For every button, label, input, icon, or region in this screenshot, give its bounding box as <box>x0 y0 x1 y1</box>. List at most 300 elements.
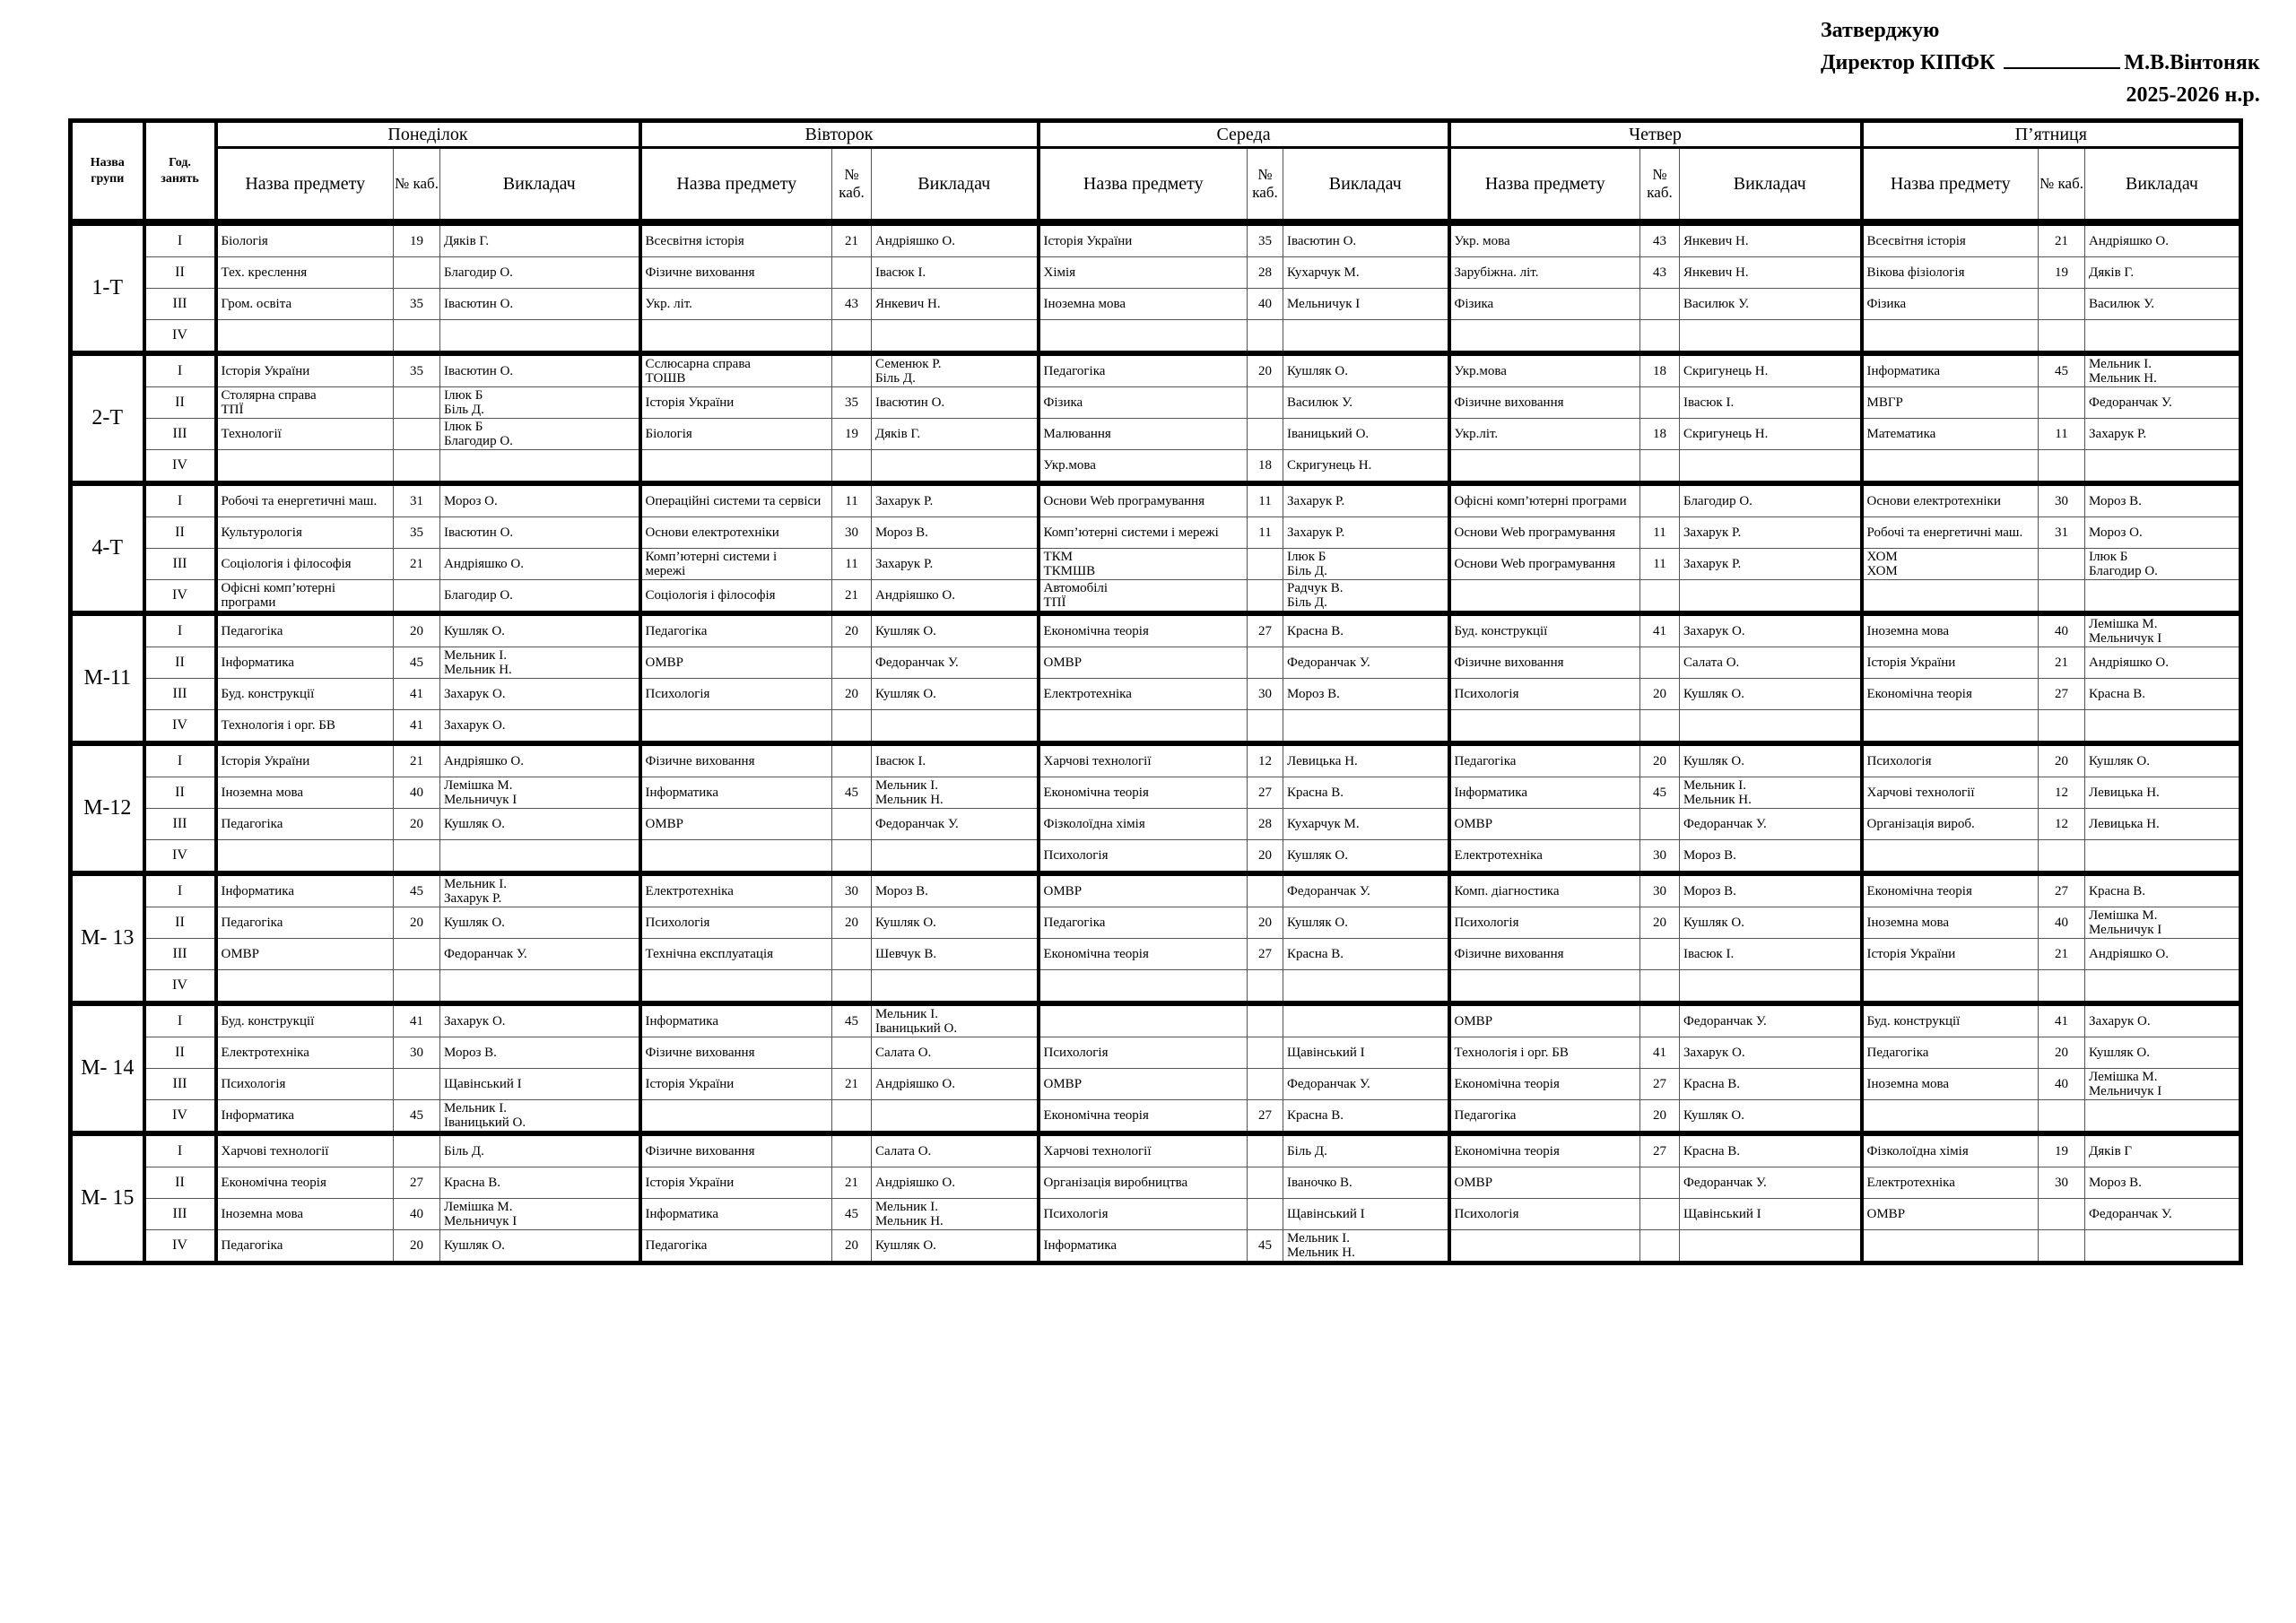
room-cell: 20 <box>1640 907 1680 939</box>
subject-cell <box>640 1100 832 1134</box>
subject-cell <box>1862 320 2039 354</box>
teacher-cell: Андріяшко О. <box>2085 939 2241 970</box>
room-cell: 43 <box>1640 222 1680 257</box>
subject-cell: Електротехніка <box>216 1037 394 1069</box>
teacher-cell: Мороз В. <box>1680 840 1862 874</box>
room-cell <box>2039 1100 2085 1134</box>
room-cell <box>394 580 440 614</box>
teacher-cell: Мороз О. <box>2085 517 2241 549</box>
teacher-cell: Кушляк О. <box>872 1230 1039 1263</box>
subject-cell: Всесвітня історія <box>640 222 832 257</box>
teacher-cell: Захарук О. <box>440 679 640 710</box>
teacher-cell: Красна В. <box>1680 1133 1862 1167</box>
subject-cell <box>1449 1230 1640 1263</box>
teacher-cell: Кухарчук М. <box>1283 257 1449 289</box>
teacher-cell: Кушляк О. <box>440 809 640 840</box>
teacher-cell: Ілюк Б Благодир О. <box>440 419 640 450</box>
room-column-header: № каб. <box>1640 148 1680 223</box>
teacher-cell <box>440 320 640 354</box>
room-cell: 21 <box>832 1069 872 1100</box>
period-number: I <box>144 222 216 257</box>
subject-cell: ОМВР <box>1449 1167 1640 1199</box>
room-cell <box>394 450 440 484</box>
room-cell: 12 <box>2039 777 2085 809</box>
subject-cell: Економічна теорія <box>1862 679 2039 710</box>
room-cell <box>1248 1167 1283 1199</box>
period-number: II <box>144 517 216 549</box>
day-header: Четвер <box>1449 121 1862 148</box>
subject-cell: Педагогіка <box>1039 907 1248 939</box>
subject-cell: Технологія і орг. БВ <box>1449 1037 1640 1069</box>
teacher-cell: Мороз В. <box>1283 679 1449 710</box>
subject-cell: Харчові технології <box>1039 743 1248 777</box>
teacher-cell: Лемішка М. Мельничук І <box>2085 613 2241 647</box>
teacher-cell: Семенюк Р. Біль Д. <box>872 353 1039 387</box>
teacher-cell: Кушляк О. <box>440 613 640 647</box>
room-cell: 19 <box>394 222 440 257</box>
subject-cell: Фізичне виховання <box>1449 939 1640 970</box>
subject-cell: Основи електротехніки <box>1862 483 2039 517</box>
teacher-cell: Федоранчак У. <box>1283 873 1449 907</box>
teacher-cell <box>2085 840 2241 874</box>
teacher-cell: Федоранчак У. <box>872 647 1039 679</box>
teacher-cell <box>1283 1003 1449 1037</box>
teacher-cell: Красна В. <box>1283 1100 1449 1134</box>
subject-cell: ОМВР <box>1449 809 1640 840</box>
teacher-cell <box>1680 450 1862 484</box>
room-cell: 20 <box>394 907 440 939</box>
room-cell <box>832 809 872 840</box>
subject-cell: Технологія і орг. БВ <box>216 710 394 744</box>
period-row <box>71 1069 2241 1100</box>
teacher-cell: Салата О. <box>872 1133 1039 1167</box>
hour-column-header: Год. занять <box>144 121 216 223</box>
teacher-cell: Біль Д. <box>1283 1133 1449 1167</box>
period-number: III <box>144 1069 216 1100</box>
room-cell: 30 <box>1640 873 1680 907</box>
teacher-cell: Красна В. <box>2085 679 2241 710</box>
subject-cell: Харчові технології <box>1039 1133 1248 1167</box>
teacher-cell: Левицька Н. <box>2085 809 2241 840</box>
teacher-cell: Кушляк О. <box>440 1230 640 1263</box>
period-row <box>71 1230 2241 1263</box>
teacher-cell: Мороз О. <box>440 483 640 517</box>
teacher-cell <box>2085 580 2241 614</box>
room-cell: 11 <box>832 483 872 517</box>
period-number: IV <box>144 710 216 744</box>
teacher-cell: Андріяшко О. <box>872 1167 1039 1199</box>
subject-cell: ОМВР <box>216 939 394 970</box>
subject-cell <box>216 840 394 874</box>
room-cell <box>1248 419 1283 450</box>
room-cell <box>394 970 440 1004</box>
period-row <box>71 353 2241 387</box>
room-cell: 21 <box>2039 939 2085 970</box>
subject-cell: Робочі та енергетичні маш. <box>216 483 394 517</box>
room-cell <box>1640 1230 1680 1263</box>
teacher-cell: Янкевич Н. <box>1680 222 1862 257</box>
teacher-cell <box>872 450 1039 484</box>
subject-cell: ОМВР <box>1449 1003 1640 1037</box>
subject-cell <box>640 320 832 354</box>
teacher-cell: Івасютин О. <box>440 517 640 549</box>
subject-cell: Комп’ютерні системи і мережі <box>640 549 832 580</box>
room-cell: 27 <box>1640 1069 1680 1100</box>
teacher-cell: Ілюк Б Біль Д. <box>1283 549 1449 580</box>
subject-cell: Економічна теорія <box>1039 1100 1248 1134</box>
subject-cell: Фізика <box>1862 289 2039 320</box>
subject-cell: Психологія <box>640 907 832 939</box>
subject-cell <box>1862 580 2039 614</box>
subject-cell: Психологія <box>1039 1037 1248 1069</box>
subject-cell: Основи Web програмування <box>1449 549 1640 580</box>
teacher-cell <box>872 840 1039 874</box>
room-cell <box>1248 1037 1283 1069</box>
subject-cell: Соціологія і філософія <box>640 580 832 614</box>
subject-cell: Столярна справа ТПЇ <box>216 387 394 419</box>
room-cell <box>394 840 440 874</box>
subject-cell <box>1039 710 1248 744</box>
room-cell <box>1248 549 1283 580</box>
subject-cell: Іноземна мова <box>1862 613 2039 647</box>
room-cell: 19 <box>2039 257 2085 289</box>
room-cell: 20 <box>832 613 872 647</box>
room-cell: 40 <box>2039 613 2085 647</box>
room-cell <box>1640 939 1680 970</box>
subject-cell: Педагогіка <box>216 907 394 939</box>
teacher-cell: Захарук О. <box>1680 1037 1862 1069</box>
room-cell <box>832 353 872 387</box>
room-cell: 41 <box>1640 613 1680 647</box>
subject-column-header: Назва предмету <box>1039 148 1248 223</box>
teacher-cell: Мороз В. <box>1680 873 1862 907</box>
period-row <box>71 450 2241 484</box>
room-cell <box>1248 320 1283 354</box>
room-cell <box>832 743 872 777</box>
room-cell: 41 <box>1640 1037 1680 1069</box>
subject-cell: Електротехніка <box>1449 840 1640 874</box>
day-header: Середа <box>1039 121 1449 148</box>
room-cell: 21 <box>832 580 872 614</box>
period-number: I <box>144 743 216 777</box>
subject-cell: Економічна теорія <box>1449 1133 1640 1167</box>
subject-cell: Педагогіка <box>216 1230 394 1263</box>
teacher-cell: Красна В. <box>2085 873 2241 907</box>
room-cell <box>832 710 872 744</box>
day-header: Понеділок <box>216 121 640 148</box>
teacher-cell: Щавінський І <box>1680 1199 1862 1230</box>
room-cell <box>832 647 872 679</box>
teacher-cell: Федоранчак У. <box>1680 1167 1862 1199</box>
teacher-cell: Василюк У. <box>1680 289 1862 320</box>
room-cell: 21 <box>832 222 872 257</box>
room-cell <box>832 1037 872 1069</box>
room-cell: 20 <box>1640 1100 1680 1134</box>
subject-cell <box>640 710 832 744</box>
subject-cell: Психологія <box>216 1069 394 1100</box>
room-cell: 30 <box>832 517 872 549</box>
teacher-cell: Івасютин О. <box>1283 222 1449 257</box>
subject-cell: Буд. конструкції <box>216 679 394 710</box>
subject-cell <box>1449 710 1640 744</box>
teacher-cell: Мельничук І <box>1283 289 1449 320</box>
teacher-cell: Кушляк О. <box>1283 907 1449 939</box>
room-cell: 21 <box>2039 222 2085 257</box>
teacher-cell <box>440 450 640 484</box>
period-number: I <box>144 613 216 647</box>
room-cell: 27 <box>2039 873 2085 907</box>
period-number: IV <box>144 580 216 614</box>
subject-cell: Інформатика <box>640 777 832 809</box>
signature-blank <box>2004 49 2120 69</box>
room-cell: 20 <box>1640 679 1680 710</box>
room-cell: 20 <box>1248 907 1283 939</box>
period-number: IV <box>144 450 216 484</box>
teacher-cell: Мельник І. Іваницький О. <box>872 1003 1039 1037</box>
subject-cell: Організація виробництва <box>1039 1167 1248 1199</box>
subject-cell: Фізичне виховання <box>640 743 832 777</box>
teacher-column-header: Викладач <box>2085 148 2241 223</box>
teacher-cell: Благодир О. <box>440 257 640 289</box>
teacher-cell: Радчук В. Біль Д. <box>1283 580 1449 614</box>
room-cell: 35 <box>1248 222 1283 257</box>
teacher-cell: Кушляк О. <box>872 679 1039 710</box>
room-cell: 20 <box>1248 353 1283 387</box>
group-name: М-12 <box>71 743 144 873</box>
teacher-cell: Дяків Г. <box>440 222 640 257</box>
period-number: III <box>144 549 216 580</box>
room-cell <box>2039 450 2085 484</box>
teacher-cell: Благодир О. <box>1680 483 1862 517</box>
room-cell: 20 <box>2039 1037 2085 1069</box>
group-name: М- 14 <box>71 1003 144 1133</box>
teacher-cell: Мороз В. <box>440 1037 640 1069</box>
subject-cell: Педагогіка <box>1862 1037 2039 1069</box>
subject-column-header: Назва предмету <box>216 148 394 223</box>
teacher-cell: Кушляк О. <box>872 613 1039 647</box>
teacher-cell: Андріяшко О. <box>872 580 1039 614</box>
teacher-cell: Василюк У. <box>1283 387 1449 419</box>
period-number: II <box>144 387 216 419</box>
teacher-cell: Кушляк О. <box>1680 679 1862 710</box>
room-cell <box>1640 450 1680 484</box>
room-cell: 27 <box>1640 1133 1680 1167</box>
teacher-cell: Захарук Р. <box>1283 517 1449 549</box>
room-column-header: № каб. <box>2039 148 2085 223</box>
teacher-cell: Іваночко В. <box>1283 1167 1449 1199</box>
teacher-cell: Щавінський І <box>1283 1199 1449 1230</box>
subject-cell <box>1862 1100 2039 1134</box>
period-number: II <box>144 257 216 289</box>
room-cell <box>1640 580 1680 614</box>
group-column-header: Назва групи <box>71 121 144 223</box>
subject-cell: Культурологія <box>216 517 394 549</box>
room-cell: 45 <box>394 1100 440 1134</box>
teacher-cell: Захарук О. <box>440 710 640 744</box>
teacher-cell <box>1680 710 1862 744</box>
teacher-cell: Івасюк І. <box>1680 939 1862 970</box>
period-row <box>71 1167 2241 1199</box>
teacher-cell: Мельник І. Мельник Н. <box>872 777 1039 809</box>
room-cell <box>2039 1230 2085 1263</box>
teacher-cell: Федоранчак У. <box>2085 1199 2241 1230</box>
subject-cell <box>1862 710 2039 744</box>
teacher-cell: Кухарчук М. <box>1283 809 1449 840</box>
subject-cell: ОМВР <box>640 647 832 679</box>
room-cell: 30 <box>2039 1167 2085 1199</box>
period-number: I <box>144 873 216 907</box>
subject-cell: Фізичне виховання <box>640 1133 832 1167</box>
room-cell: 20 <box>394 1230 440 1263</box>
room-cell <box>1640 1167 1680 1199</box>
period-number: IV <box>144 970 216 1004</box>
teacher-cell: Щавінський І <box>440 1069 640 1100</box>
director-title: Директор КІПФК <box>1821 51 1996 74</box>
room-cell <box>1248 647 1283 679</box>
teacher-cell: Кушляк О. <box>872 907 1039 939</box>
room-cell <box>394 1069 440 1100</box>
room-cell: 30 <box>832 873 872 907</box>
room-cell <box>2039 387 2085 419</box>
period-row <box>71 257 2241 289</box>
teacher-cell: Андріяшко О. <box>872 1069 1039 1100</box>
subject-cell: Комп. діагностика <box>1449 873 1640 907</box>
period-number: III <box>144 809 216 840</box>
teacher-cell: Красна В. <box>1283 613 1449 647</box>
subject-cell <box>216 320 394 354</box>
teacher-cell: Скригунець Н. <box>1680 353 1862 387</box>
day-header: П’ятниця <box>1862 121 2241 148</box>
subject-cell: Історія України <box>640 1167 832 1199</box>
teacher-cell: Андріяшко О. <box>440 549 640 580</box>
room-cell: 28 <box>1248 809 1283 840</box>
subject-cell: Психологія <box>1039 840 1248 874</box>
subject-cell: Електротехніка <box>1862 1167 2039 1199</box>
header-row-columns <box>71 148 2241 223</box>
room-cell: 35 <box>394 289 440 320</box>
room-cell: 20 <box>832 1230 872 1263</box>
room-cell: 18 <box>1640 353 1680 387</box>
director-name: М.В.Вінтоняк <box>2124 51 2260 74</box>
teacher-cell: Мельник І. Мельник Н. <box>1680 777 1862 809</box>
subject-cell: Інформатика <box>216 647 394 679</box>
teacher-cell: Андріяшко О. <box>2085 222 2241 257</box>
room-cell: 11 <box>1640 517 1680 549</box>
subject-cell <box>1862 970 2039 1004</box>
room-cell: 20 <box>1640 743 1680 777</box>
teacher-cell <box>2085 1230 2241 1263</box>
teacher-cell: Мельник І. Захарук Р. <box>440 873 640 907</box>
room-cell: 45 <box>1640 777 1680 809</box>
room-cell: 45 <box>832 1199 872 1230</box>
subject-cell: ОМВР <box>1862 1199 2039 1230</box>
subject-cell: Психологія <box>1039 1199 1248 1230</box>
subject-cell: МВГР <box>1862 387 2039 419</box>
room-cell <box>832 1100 872 1134</box>
subject-cell: Укр.мова <box>1039 450 1248 484</box>
teacher-cell: Скригунець Н. <box>1283 450 1449 484</box>
subject-cell: Операційні системи та сервіси <box>640 483 832 517</box>
subject-cell: Психологія <box>1449 907 1640 939</box>
period-row <box>71 679 2241 710</box>
room-cell: 12 <box>1248 743 1283 777</box>
room-cell <box>1248 1199 1283 1230</box>
teacher-cell: Івасюк І. <box>1680 387 1862 419</box>
room-cell <box>394 257 440 289</box>
subject-cell: Фізичне виховання <box>640 257 832 289</box>
subject-cell: Математика <box>1862 419 2039 450</box>
subject-cell: Укр. мова <box>1449 222 1640 257</box>
room-column-header: № каб. <box>832 148 872 223</box>
subject-cell: Інформатика <box>1039 1230 1248 1263</box>
room-cell <box>1248 873 1283 907</box>
subject-cell: Укр.мова <box>1449 353 1640 387</box>
subject-cell: Фізичне виховання <box>1449 387 1640 419</box>
period-number: II <box>144 777 216 809</box>
subject-cell: Інформатика <box>216 1100 394 1134</box>
room-cell: 11 <box>1640 549 1680 580</box>
subject-cell: Іноземна мова <box>1862 907 2039 939</box>
room-cell: 27 <box>1248 1100 1283 1134</box>
room-cell: 27 <box>1248 939 1283 970</box>
subject-cell <box>1039 970 1248 1004</box>
subject-cell: Інформатика <box>640 1199 832 1230</box>
room-cell: 35 <box>832 387 872 419</box>
teacher-cell <box>872 1100 1039 1134</box>
subject-cell: Біологія <box>216 222 394 257</box>
subject-cell: Буд. конструкції <box>1862 1003 2039 1037</box>
teacher-cell: Лемішка М. Мельничук І <box>440 777 640 809</box>
teacher-cell <box>872 970 1039 1004</box>
period-number: IV <box>144 320 216 354</box>
teacher-cell: Кушляк О. <box>1283 840 1449 874</box>
room-cell: 30 <box>1248 679 1283 710</box>
teacher-cell: Салата О. <box>1680 647 1862 679</box>
subject-cell: Педагогіка <box>1449 743 1640 777</box>
room-cell <box>2039 1199 2085 1230</box>
teacher-cell: Федоранчак У. <box>1283 1069 1449 1100</box>
teacher-cell <box>2085 710 2241 744</box>
subject-cell: Основи Web програмування <box>1449 517 1640 549</box>
subject-cell: Інформатика <box>216 873 394 907</box>
room-cell <box>832 1133 872 1167</box>
teacher-cell <box>440 970 640 1004</box>
teacher-cell: Мороз В. <box>872 873 1039 907</box>
room-cell <box>1640 809 1680 840</box>
group-name: 2-Т <box>71 353 144 483</box>
teacher-cell: Мороз В. <box>872 517 1039 549</box>
teacher-column-header: Викладач <box>1283 148 1449 223</box>
subject-column-header: Назва предмету <box>640 148 832 223</box>
subject-cell: Хімія <box>1039 257 1248 289</box>
subject-cell: Біологія <box>640 419 832 450</box>
teacher-cell: Захарук Р. <box>1680 549 1862 580</box>
room-cell <box>394 387 440 419</box>
room-cell <box>2039 970 2085 1004</box>
subject-cell: Харчові технології <box>1862 777 2039 809</box>
period-row <box>71 743 2241 777</box>
room-cell: 27 <box>1248 777 1283 809</box>
period-number: I <box>144 353 216 387</box>
approval-label: Затверджую <box>1821 19 1940 42</box>
teacher-cell <box>1283 320 1449 354</box>
room-column-header: № каб. <box>1248 148 1283 223</box>
period-row <box>71 647 2241 679</box>
subject-cell: Інформатика <box>1862 353 2039 387</box>
subject-cell: Економічна теорія <box>1039 777 1248 809</box>
subject-cell: Автомобілі ТПЇ <box>1039 580 1248 614</box>
subject-cell: Психологія <box>1449 679 1640 710</box>
